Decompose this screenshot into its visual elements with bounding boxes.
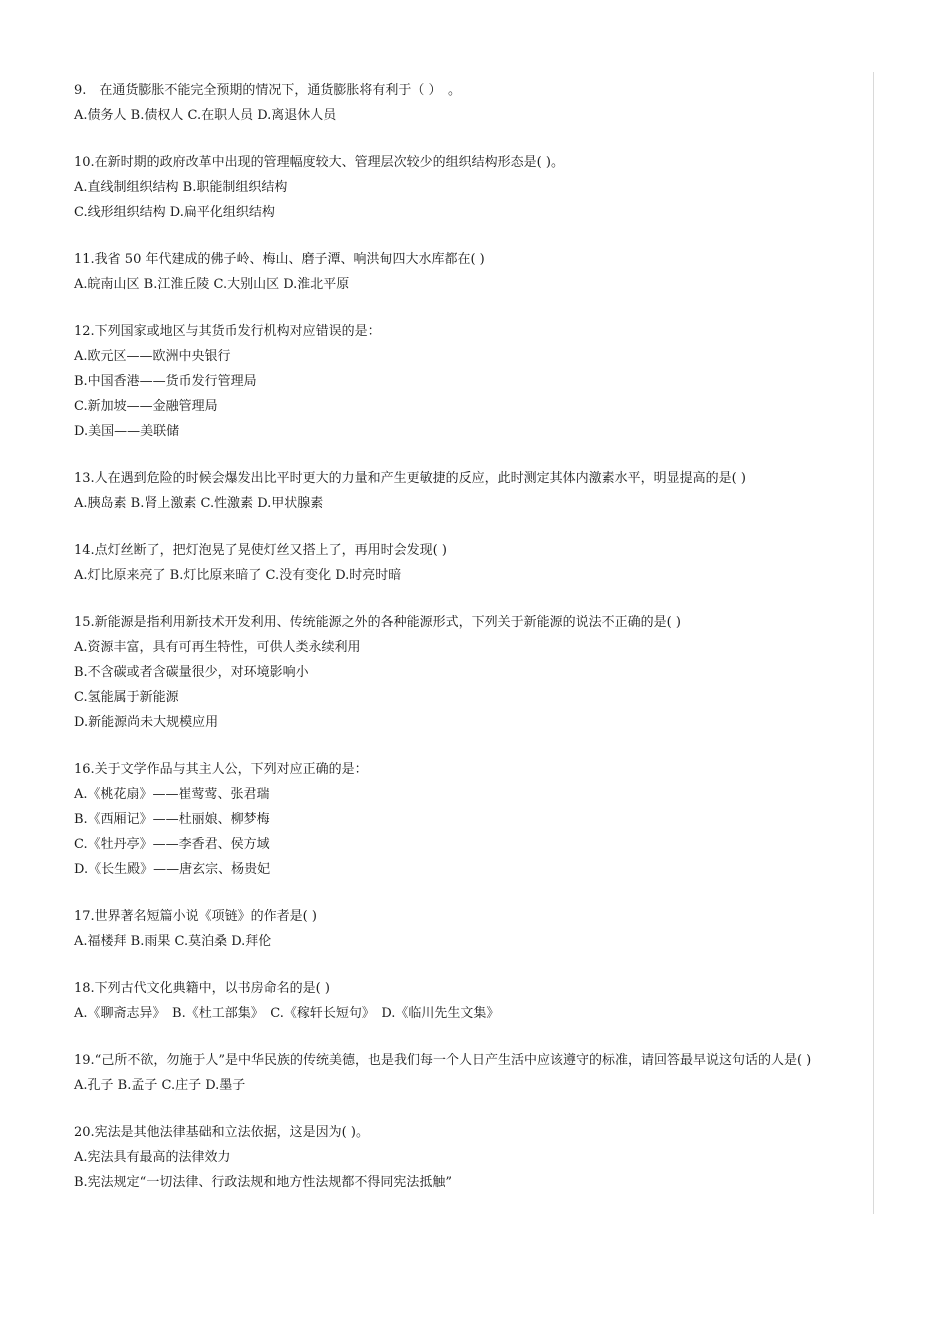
question-stem: 13.人在遇到危险的时候会爆发出比平时更大的力量和产生更敏捷的反应，此时测定其体内激素水平，明显提高的是( ) xyxy=(74,471,746,486)
question-stem: 10.在新时期的政府改革中出现的管理幅度较大、管理层次较少的组织结构形态是( )。 xyxy=(74,155,564,170)
answer-options: A.《桃花扇》——崔莺莺、张君瑞 xyxy=(74,787,270,802)
answer-options: A.宪法具有最高的法律效力 xyxy=(74,1150,231,1165)
answer-options: D.美国——美联储 xyxy=(74,424,180,439)
answer-options: A.直线制组织结构 B.职能制组织结构 xyxy=(74,180,288,195)
question-block xyxy=(74,466,874,516)
question-block xyxy=(74,538,874,588)
question-block xyxy=(74,610,874,735)
answer-options: A.孔子 B.孟子 C.庄子 D.墨子 xyxy=(74,1078,246,1093)
question-block xyxy=(74,904,874,954)
answer-options: A.胰岛素 B.肾上激素 C.性激素 D.甲状腺素 xyxy=(74,496,324,511)
answer-options: D.《长生殿》——唐玄宗、杨贵妃 xyxy=(74,862,271,877)
question-block xyxy=(74,247,874,297)
question-stem: 15.新能源是指利用新技术开发利用、传统能源之外的各种能源形式，下列关于新能源的说法不正确的是( ) xyxy=(74,615,681,630)
question-block xyxy=(74,319,874,444)
answer-options: D.新能源尚未大规模应用 xyxy=(74,715,219,730)
answer-options: A.《聊斋志异》 B.《杜工部集》 C.《稼轩长短句》 D.《临川先生文集》 xyxy=(74,1006,500,1021)
answer-options: A.福楼拜 B.雨果 C.莫泊桑 D.拜伦 xyxy=(74,934,272,949)
question-list xyxy=(74,78,874,1217)
question-stem: 20.宪法是其他法律基础和立法依据，这是因为( )。 xyxy=(74,1125,369,1140)
answer-options: C.《牡丹亭》——李香君、侯方域 xyxy=(74,837,270,852)
question-stem: 12.下列国家或地区与其货币发行机构对应错误的是： xyxy=(74,324,381,339)
question-block xyxy=(74,757,874,882)
question-stem: 19.“己所不欲，勿施于人”是中华民族的传统美德，也是我们每一个人日产生活中应该遵守的标准，请回答最早说这句话的人是( ) xyxy=(74,1053,812,1068)
question-stem: 14.点灯丝断了，把灯泡晃了晃使灯丝又搭上了，再用时会发现( ) xyxy=(74,543,447,558)
question-stem: 9. 在通货膨胀不能完全预期的情况下，通货膨胀将有利于（ ） 。 xyxy=(74,83,462,98)
question-block xyxy=(74,150,874,225)
question-stem: 18.下列古代文化典籍中，以书房命名的是( ) xyxy=(74,981,330,996)
answer-options: A.债务人 B.债权人 C.在职人员 D.离退休人员 xyxy=(74,108,337,123)
question-block xyxy=(74,1048,874,1098)
question-block xyxy=(74,976,874,1026)
answer-options: A.灯比原来亮了 B.灯比原来暗了 C.没有变化 D.时亮时暗 xyxy=(74,568,402,583)
answer-options: C.新加坡——金融管理局 xyxy=(74,399,218,414)
answer-options: A.皖南山区 B.江淮丘陵 C.大别山区 D.淮北平原 xyxy=(74,277,350,292)
answer-options: C.氢能属于新能源 xyxy=(74,690,179,705)
answer-options: A.欧元区——欧洲中央银行 xyxy=(74,349,231,364)
question-block xyxy=(74,1120,874,1195)
question-stem: 11.我省 50 年代建成的佛子岭、梅山、磨子潭、响洪甸四大水库都在( ) xyxy=(74,252,485,267)
answer-options: A.资源丰富，具有可再生特性，可供人类永续利用 xyxy=(74,640,361,655)
question-stem: 17.世界著名短篇小说《项链》的作者是( ) xyxy=(74,909,317,924)
answer-options: B.《西厢记》——杜丽娘、柳梦梅 xyxy=(74,812,270,827)
question-block xyxy=(74,78,874,128)
question-stem: 16.关于文学作品与其主人公，下列对应正确的是： xyxy=(74,762,368,777)
answer-options: B.中国香港——货币发行管理局 xyxy=(74,374,257,389)
answer-options: B.不含碳或者含碳量很少，对环境影响小 xyxy=(74,665,309,680)
answer-options: B.宪法规定“一切法律、行政法规和地方性法规都不得同宪法抵触” xyxy=(74,1175,452,1190)
answer-options: C.线形组织结构 D.扁平化组织结构 xyxy=(74,205,275,220)
